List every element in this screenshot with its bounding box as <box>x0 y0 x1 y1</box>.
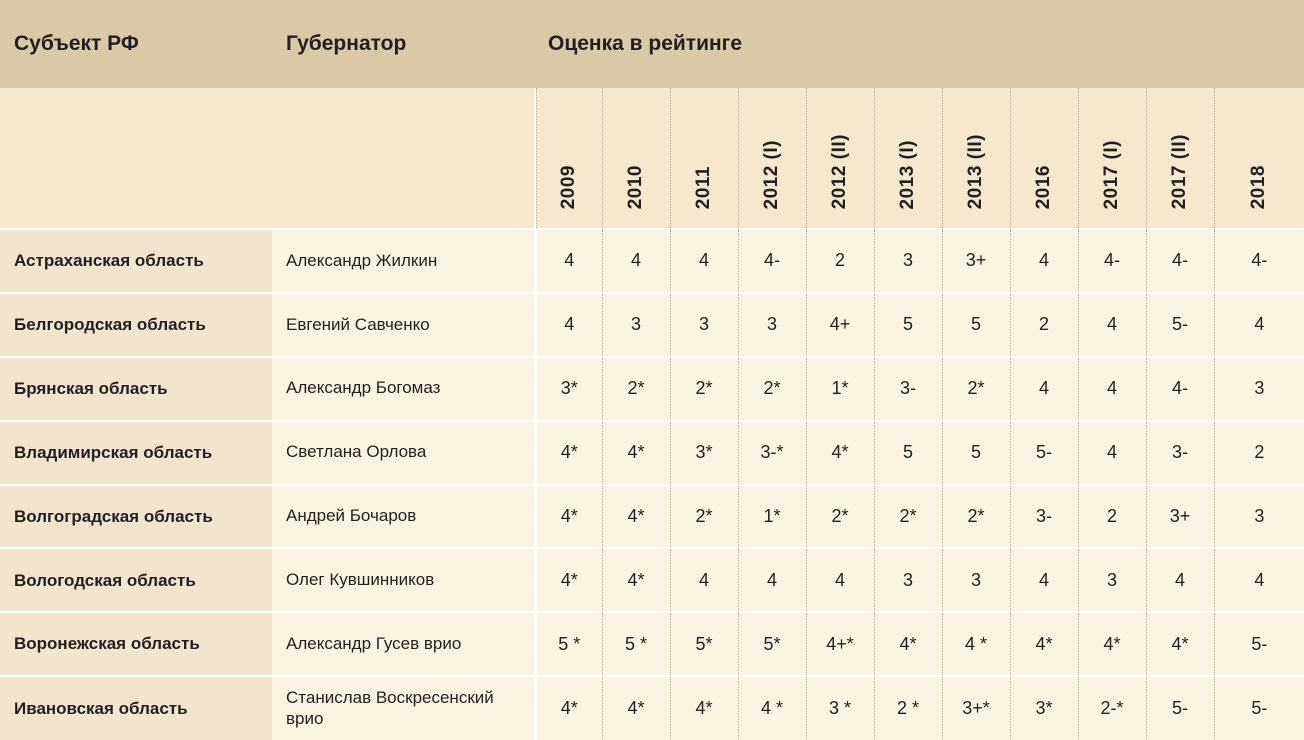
region-name: Ивановская область <box>0 676 272 740</box>
score-cell: 4 <box>738 548 806 612</box>
score-cell: 3+ <box>942 229 1010 293</box>
score-cell: 4 <box>1010 229 1078 293</box>
score-cell: 4 <box>536 229 602 293</box>
score-cell: 4 <box>1078 293 1146 357</box>
score-cell: 3 <box>670 293 738 357</box>
score-cell: 5- <box>1146 293 1214 357</box>
score-cell: 2 * <box>874 676 942 740</box>
score-cell: 2* <box>670 485 738 549</box>
column-header-subject: Субъект РФ <box>0 0 272 88</box>
score-cell: 4 <box>1078 421 1146 485</box>
governor-name: Александр Жилкин <box>272 229 534 293</box>
score-cell: 4* <box>874 612 942 676</box>
score-cell: 5 * <box>602 612 670 676</box>
year-header-2013-ii: 2013 (II) <box>942 88 1010 229</box>
score-cell: 4- <box>1078 229 1146 293</box>
score-cell: 3+ <box>1146 485 1214 549</box>
score-cell: 2* <box>942 485 1010 549</box>
score-cell: 3- <box>1010 485 1078 549</box>
table-body <box>0 229 1304 740</box>
header-title-row <box>0 0 1304 88</box>
score-cell: 2* <box>602 357 670 421</box>
score-cell: 5- <box>1214 612 1304 676</box>
table-row <box>0 612 1304 676</box>
year-header-2018: 2018 <box>1214 88 1304 229</box>
score-cell: 3* <box>1010 676 1078 740</box>
table-row <box>0 676 1304 740</box>
score-cell: 4 <box>806 548 874 612</box>
score-cell: 4 <box>1010 548 1078 612</box>
score-cell: 3 <box>602 293 670 357</box>
score-cell: 4* <box>536 676 602 740</box>
year-header-2012-i: 2012 (I) <box>738 88 806 229</box>
score-cell: 2* <box>942 357 1010 421</box>
region-name: Владимирская область <box>0 421 272 485</box>
score-cell: 3* <box>670 421 738 485</box>
score-cell: 2 <box>1078 485 1146 549</box>
score-cell: 3 <box>1214 357 1304 421</box>
score-cell: 4* <box>1078 612 1146 676</box>
score-cell: 2-* <box>1078 676 1146 740</box>
score-cell: 4+* <box>806 612 874 676</box>
score-cell: 2 <box>806 229 874 293</box>
table-row <box>0 548 1304 612</box>
region-name: Астраханская область <box>0 229 272 293</box>
score-cell: 3 <box>874 548 942 612</box>
table-row <box>0 357 1304 421</box>
score-cell: 1* <box>738 485 806 549</box>
score-cell: 4 * <box>738 676 806 740</box>
score-cell: 3 <box>738 293 806 357</box>
score-cell: 2* <box>670 357 738 421</box>
score-cell: 4 <box>602 229 670 293</box>
score-cell: 5- <box>1146 676 1214 740</box>
score-cell: 4 <box>1214 548 1304 612</box>
table-header <box>0 0 1304 229</box>
score-cell: 5 * <box>536 612 602 676</box>
column-header-governor: Губернатор <box>272 0 534 88</box>
score-cell: 2* <box>738 357 806 421</box>
score-cell: 5* <box>670 612 738 676</box>
region-name: Белгородская область <box>0 293 272 357</box>
governor-name: Александр Гусев врио <box>272 612 534 676</box>
year-header-2017-i: 2017 (I) <box>1078 88 1146 229</box>
score-cell: 4 <box>536 293 602 357</box>
score-cell: 3 <box>942 548 1010 612</box>
table-row <box>0 293 1304 357</box>
table-row <box>0 421 1304 485</box>
score-cell: 4* <box>602 548 670 612</box>
governor-name: Олег Кувшинников <box>272 548 534 612</box>
region-name: Вологодская область <box>0 548 272 612</box>
score-cell: 5- <box>1214 676 1304 740</box>
governor-name: Александр Богомаз <box>272 357 534 421</box>
header-years-row <box>0 88 1304 229</box>
region-name: Воронежская область <box>0 612 272 676</box>
score-cell: 4* <box>602 421 670 485</box>
score-cell: 3- <box>1146 421 1214 485</box>
score-cell: 3 * <box>806 676 874 740</box>
region-name: Брянская область <box>0 357 272 421</box>
score-cell: 5- <box>1010 421 1078 485</box>
score-cell: 4* <box>536 421 602 485</box>
year-header-2017-ii: 2017 (II) <box>1146 88 1214 229</box>
score-cell: 5* <box>738 612 806 676</box>
score-cell: 3 <box>874 229 942 293</box>
score-cell: 4* <box>1010 612 1078 676</box>
score-cell: 4- <box>1146 357 1214 421</box>
score-cell: 4* <box>670 676 738 740</box>
header-spacer-subject <box>0 88 272 229</box>
score-cell: 4* <box>602 485 670 549</box>
year-header-2010: 2010 <box>602 88 670 229</box>
score-cell: 3* <box>536 357 602 421</box>
column-header-rating: Оценка в рейтинге <box>534 0 1304 88</box>
score-cell: 2 <box>1214 421 1304 485</box>
year-header-2011: 2011 <box>670 88 738 229</box>
score-cell: 3-* <box>738 421 806 485</box>
score-cell: 4 <box>1010 357 1078 421</box>
score-cell: 4* <box>536 548 602 612</box>
score-cell: 3 <box>1078 548 1146 612</box>
governor-name: Станислав Воскресенский врио <box>272 676 534 740</box>
region-name: Волгоградская область <box>0 485 272 549</box>
year-header-2016: 2016 <box>1010 88 1078 229</box>
score-cell: 4* <box>806 421 874 485</box>
score-cell: 4* <box>1146 612 1214 676</box>
score-cell: 2* <box>874 485 942 549</box>
score-cell: 4 <box>1078 357 1146 421</box>
year-header-2013-i: 2013 (I) <box>874 88 942 229</box>
score-cell: 4- <box>1146 229 1214 293</box>
governor-name: Евгений Савченко <box>272 293 534 357</box>
table-row <box>0 229 1304 293</box>
score-cell: 5 <box>874 421 942 485</box>
score-cell: 4* <box>536 485 602 549</box>
score-cell: 4 * <box>942 612 1010 676</box>
score-cell: 4- <box>1214 229 1304 293</box>
table-row <box>0 485 1304 549</box>
governor-name: Светлана Орлова <box>272 421 534 485</box>
score-cell: 5 <box>942 293 1010 357</box>
score-cell: 3+* <box>942 676 1010 740</box>
score-cell: 4* <box>602 676 670 740</box>
score-cell: 3 <box>1214 485 1304 549</box>
score-cell: 4 <box>670 229 738 293</box>
score-cell: 4 <box>1146 548 1214 612</box>
score-cell: 2* <box>806 485 874 549</box>
score-cell: 2 <box>1010 293 1078 357</box>
score-cell: 1* <box>806 357 874 421</box>
score-cell: 4- <box>738 229 806 293</box>
score-cell: 4 <box>1214 293 1304 357</box>
year-header-2009: 2009 <box>536 88 602 229</box>
score-cell: 5 <box>942 421 1010 485</box>
governor-name: Андрей Бочаров <box>272 485 534 549</box>
header-spacer-governor <box>272 88 534 229</box>
score-cell: 5 <box>874 293 942 357</box>
score-cell: 4+ <box>806 293 874 357</box>
score-cell: 4 <box>670 548 738 612</box>
year-header-2012-ii: 2012 (II) <box>806 88 874 229</box>
score-cell: 3- <box>874 357 942 421</box>
